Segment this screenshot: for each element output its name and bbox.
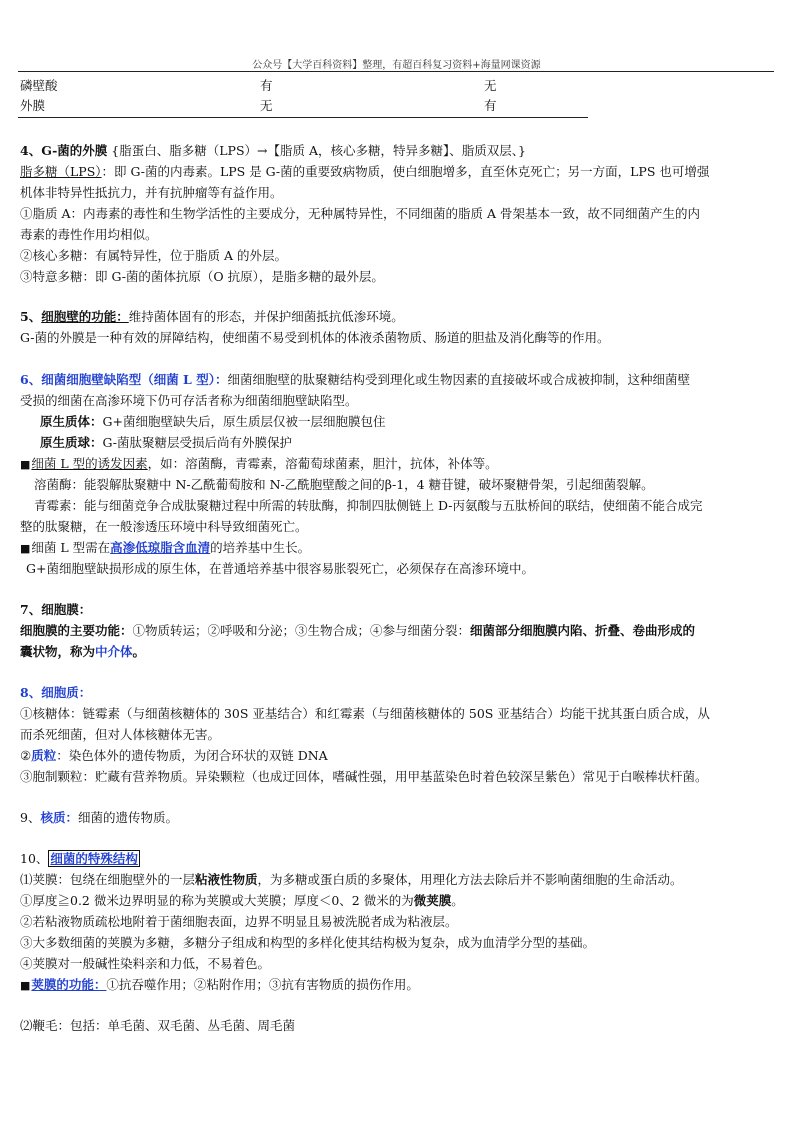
capsule-function-term: 荚膜的功能： <box>31 977 107 992</box>
induce-text: ，如：溶菌酶，青霉素，溶葡萄球菌素，胆汁，抗体，补体等。 <box>147 456 498 471</box>
section-title: 细菌细胞壁缺陷型（细菌 L 型）： <box>41 372 228 387</box>
slime-layer-line: ②若粘液物质疏松地附着于菌细胞表面，边界不明显且易被洗脱者成为粘液层。 <box>20 914 458 929</box>
square-bullet-icon: ■ <box>20 458 31 471</box>
plasmid-number: ② <box>20 748 32 763</box>
ribosome-line-2: 而杀死细菌，但对人体核糖体无害。 <box>20 727 221 742</box>
comparison-item: 外膜 <box>20 98 46 113</box>
comparison-gneg: 无 <box>484 78 497 93</box>
section-4-heading <box>20 140 776 161</box>
culture-need-line <box>20 537 776 559</box>
spheroplast-label: 原生质球： <box>40 435 103 450</box>
capsule-function-line <box>20 974 776 996</box>
section-title: G-菌的外膜 <box>41 143 108 158</box>
gpos-protoplast-line: G+菌细胞壁缺损形成的原生体，在普通培养基中很容易胀裂死亡，必须保存在高渗环境中。 <box>26 561 534 576</box>
induce-factors-line <box>20 453 776 475</box>
section-number: 9、 <box>20 810 41 825</box>
capsule-function-text: ①抗吞噬作用；②粘附作用；③抗有害物质的损伤作用。 <box>106 977 419 992</box>
comparison-gpos: 无 <box>260 98 273 113</box>
mesosome-term: 中介体 <box>95 644 133 659</box>
plasmid-line <box>20 745 776 766</box>
l-form-def-line-2: 受损的细菌在高渗环境下仍可存活者称为细菌细胞壁缺陷型。 <box>20 393 358 408</box>
nucleoid-term: 核质： <box>40 810 78 825</box>
membrane-function-label: 细胞膜的主要功能： <box>20 623 133 638</box>
flagella-line: ⑵鞭毛：包括：单毛菌、双毛菌、丛毛菌、周毛菌 <box>20 1018 296 1033</box>
comparison-row <box>20 97 590 115</box>
comparison-gpos: 有 <box>260 78 273 93</box>
mesosome-end: 。 <box>132 644 146 659</box>
spheroplast-line <box>40 432 793 453</box>
capsule-intro-bold: 粘液性物质 <box>195 872 258 887</box>
ribosome-line-1: ①核糖体：链霉素（与细菌核糖体的 30S 亚基结合）和红霉素（与细菌核糖体的 50S 亚基结合）均能干扰其蛋白质合成，从 <box>20 706 710 721</box>
plasmid-text: ：染色体外的遗传物质，为闭合环状的双链 DNA <box>56 748 328 763</box>
section-5-heading <box>20 306 776 327</box>
specific-polysaccharide-line: ③特意多糖：即 G-菌的菌体抗原（O 抗原），是脂多糖的最外层。 <box>20 269 384 284</box>
capsule-staining-line: ④荚膜对一般碱性染料亲和力低，不易着色。 <box>20 956 271 971</box>
section-subtitle: {脂蛋白、脂多糖（LPS）→【脂质 A，核心多糖，特异多糖】、脂质双层、} <box>107 143 526 158</box>
square-bullet-icon: ■ <box>20 542 31 555</box>
granule-line: ③胞制颗粒：贮藏有营养物质。异染颗粒（也成迂回体，嗜碱性强，用甲基蓝染色时着色较深呈紫色）常见于白喉棒状杆菌。 <box>20 769 708 784</box>
section-title: 细胞壁的功能： <box>41 309 129 324</box>
section-8-heading: 8、细胞质： <box>20 685 92 700</box>
spheroplast-text: G-菌肽聚糖层受损后尚有外膜保护 <box>102 435 292 450</box>
culture-need-pre: 细菌 L 型需在 <box>31 540 111 555</box>
outer-membrane-line: G-菌的外膜是一种有效的屏障结构，使细菌不易受到机体的体液杀菌物质、肠道的胆盐及消化酶等的作用。 <box>20 330 610 345</box>
capsule-thickness-end: 。 <box>451 893 464 908</box>
square-bullet-icon: ■ <box>20 979 31 992</box>
membrane-function-bold: 细菌部分细胞膜内陷、折叠、卷曲形成的 <box>470 623 696 638</box>
lipid-a-line-2: 毒素的毒性作用均相似。 <box>20 227 158 242</box>
section-text: 细菌细胞壁的肽聚糖结构受到理化或生物因素的直接破坏或合成被抑制，这种细菌壁 <box>227 372 690 387</box>
lysozyme-line: 溶菌酶：能裂解肽聚糖中 N-乙酰葡萄胺和 N-乙酰胞壁酸之间的β-1，4 糖苷键，破坏聚糖骨架，引起细菌裂解。 <box>34 477 654 492</box>
capsule-thickness-line <box>20 890 776 911</box>
membrane-function-line-2 <box>20 641 776 662</box>
lps-term: 脂多糖（LPS） <box>20 164 102 179</box>
capsule-intro-line <box>20 869 776 890</box>
section-number: 10、 <box>20 851 49 866</box>
culture-need-term: 高渗低琼脂含血清 <box>110 540 211 555</box>
table-bottom-rule <box>18 117 588 118</box>
section-number: 5、 <box>20 309 42 324</box>
section-number: 4、 <box>20 143 42 158</box>
comparison-gneg: 有 <box>484 98 497 113</box>
section-10-heading <box>20 848 776 869</box>
section-9-heading <box>20 807 776 828</box>
protoplast-text: G+菌细胞壁缺失后，原生质层仅被一层细胞膜包住 <box>102 414 386 429</box>
plasmid-term: 质粒 <box>31 748 57 763</box>
lps-line-2: 机体非特异性抵抗力，并有抗肿瘤等有益作用。 <box>20 185 283 200</box>
membrane-function-line-1 <box>20 620 776 641</box>
lps-line-1 <box>20 161 776 182</box>
culture-need-post: 的培养基中生长。 <box>210 540 311 555</box>
comparison-row <box>20 77 590 95</box>
section-text: 维持菌体固有的形态，并保护细菌抵抗低渗环境。 <box>128 309 404 324</box>
page-header: 公众号【大学百科资料】整理，有超百科复习资料+海量网课资源 <box>252 60 541 71</box>
section-7-heading: 7、细胞膜： <box>20 602 92 617</box>
comparison-item: 磷壁酸 <box>20 78 58 93</box>
membrane-function-text: ①物质转运；②呼吸和分泌；③生物合成；④参与细菌分裂： <box>132 623 471 638</box>
induce-term: 细菌 L 型的诱发因素 <box>31 456 148 471</box>
section-number: 6、 <box>20 372 42 387</box>
section-title: 细菌的特殊结构 <box>50 851 138 866</box>
section-6-heading <box>20 369 776 390</box>
protoplast-line <box>40 411 793 432</box>
protoplast-label: 原生质体： <box>40 414 103 429</box>
capsule-thickness-pre: ①厚度≧0.2 微米边界明显的称为荚膜或大荚膜；厚度＜0、2 微米的为 <box>20 893 414 908</box>
core-polysaccharide-line: ②核心多糖：有属特异性，位于脂质 A 的外层。 <box>20 248 287 263</box>
nucleoid-text: 细菌的遗传物质。 <box>77 810 178 825</box>
mesosome-intro: 囊状物，称为 <box>20 644 96 659</box>
penicillin-line-1: 青霉素：能与细菌竞争合成肽聚糖过程中所需的转肽酶，抑制四肽侧链上 D-丙氨酸与五肽桥间的联结，使细菌不能合成完 <box>34 498 703 513</box>
capsule-polysaccharide-line: ③大多数细菌的荚膜为多糖，多糖分子组成和构型的多样化使其结构极为复杂，成为血清学分型的基础。 <box>20 935 596 950</box>
header-rule <box>18 71 774 72</box>
penicillin-line-2: 整的肽聚糖，在一般渗透压环境中科导致细菌死亡。 <box>20 519 308 534</box>
capsule-intro-pre: ⑴荚膜：包绕在细胞壁外的一层 <box>20 872 196 887</box>
lps-text: ：即 G-菌的内毒素。LPS 是 G-菌的重要致病物质，使白细胞增多，直至休克死亡；另一方面，LPS 也可增强 <box>101 164 710 179</box>
microcapsule-term: 微荚膜 <box>413 893 452 908</box>
lipid-a-line-1: ①脂质 A：内毒素的毒性和生物学活性的主要成分，无种属特异性，不同细菌的脂质 A 骨架基本一致，故不同细菌产生的内 <box>20 206 700 221</box>
capsule-intro-post: ，为多糖或蛋白质的多聚体，用理化方法去除后并不影响菌细胞的生命活动。 <box>257 872 683 887</box>
